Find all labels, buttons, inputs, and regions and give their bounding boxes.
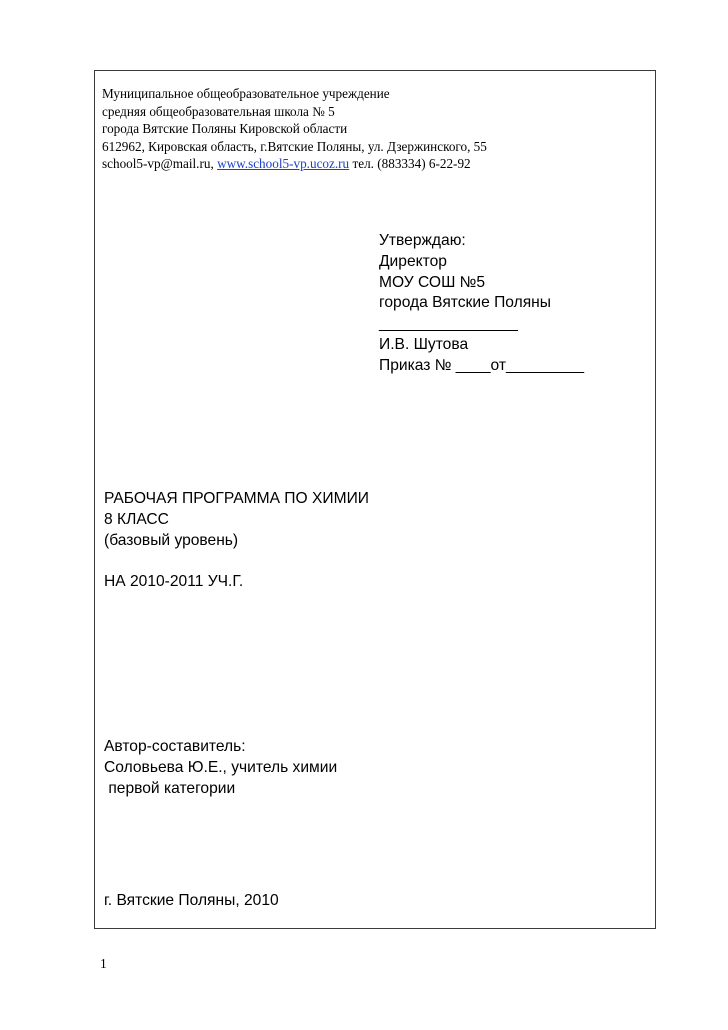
school-contacts-line [102, 155, 487, 173]
approval-signature-line: ________________ [379, 315, 518, 333]
school-type-line: Муниципальное общеобразовательное учреждение [102, 86, 390, 101]
program-title: РАБОЧАЯ ПРОГРАММА ПО ХИМИИ [104, 490, 369, 507]
approval-order: Приказ № ____от_________ [379, 356, 585, 374]
school-email: school5-vp@mail.ru, [102, 156, 214, 172]
school-name-line: средняя общеобразовательная школа № 5 [102, 103, 335, 119]
page-number: 1 [100, 956, 107, 971]
author-category: первой категории [104, 779, 236, 797]
approval-title: Утверждаю: [379, 232, 466, 249]
author-block [104, 737, 337, 799]
program-title-block [104, 489, 369, 593]
approval-school: МОУ СОШ №5 [379, 273, 486, 291]
approval-block [379, 231, 584, 377]
approval-director-name: И.В. Шутова [379, 335, 469, 353]
approval-city: города Вятские Поляны [379, 294, 551, 312]
program-spacer [104, 551, 369, 572]
school-phone: тел. (883334) 6-22-92 [349, 156, 471, 172]
program-grade: 8 КЛАСС [104, 510, 169, 528]
program-level: (базовый уровень) [104, 531, 239, 549]
city-year: г. Вятские Поляны, 2010 [104, 892, 279, 909]
approval-position: Директор [379, 252, 447, 270]
school-address-line: 612962, Кировская область, г.Вятские Поляны, ул. Дзержинского, 55 [102, 138, 487, 154]
program-year: НА 2010-2011 УЧ.Г. [104, 573, 244, 591]
author-label: Автор-составитель: [104, 738, 246, 755]
school-header [102, 85, 487, 173]
author-name: Соловьева Ю.Е., учитель химии [104, 758, 338, 776]
school-location-line: города Вятские Поляны Кировской области [102, 121, 348, 137]
school-website-link[interactable]: www.school5-vp.ucoz.ru [217, 156, 350, 172]
